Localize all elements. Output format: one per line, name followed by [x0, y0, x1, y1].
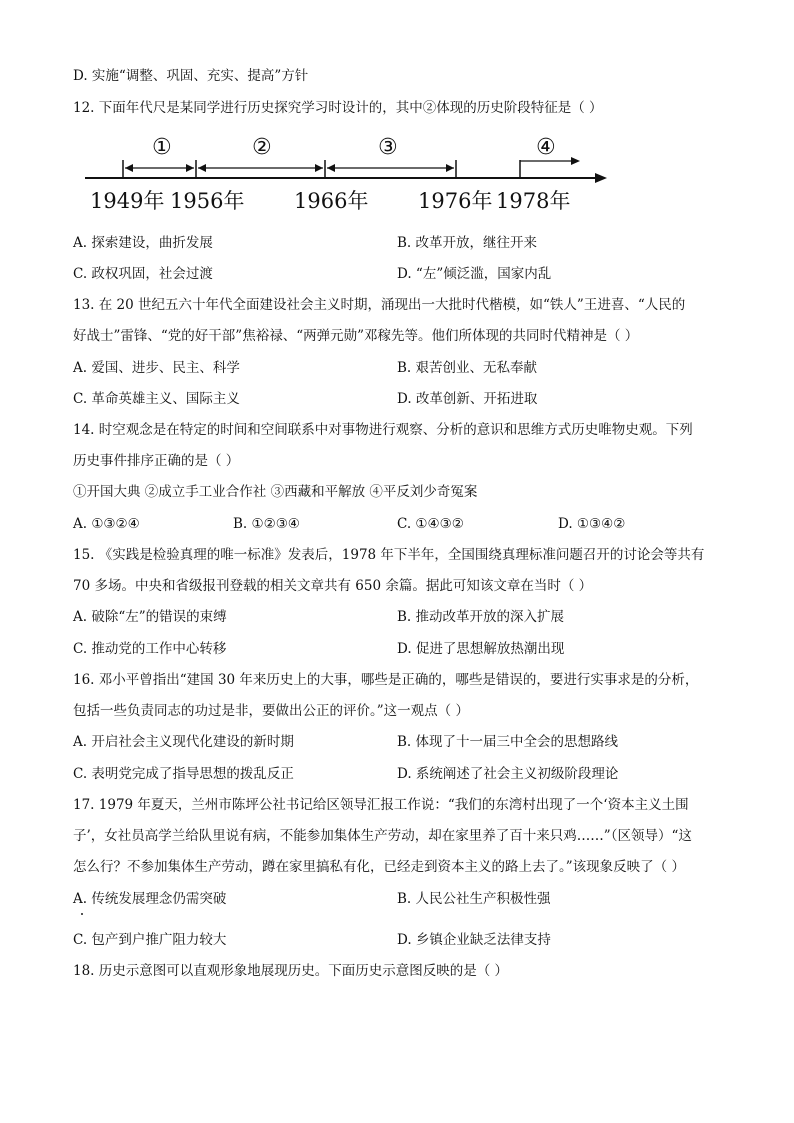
q17-stem-line-2: 子’，女社员高学兰给队里说有病，不能参加集体生产劳动，却在家里养了百十来只鸡……”（区领导）“这 — [73, 828, 692, 844]
year-label-1966: 1966年 — [294, 189, 369, 213]
q13-stem-line-1: 13. 在 20 世纪五六十年代全面建设社会主义时期，涌现出一大批时代楷模，如“铁人”王进喜、“人民的 — [73, 297, 686, 313]
period-3-right-arrow — [446, 164, 454, 172]
year-label-1956: 1956年 — [170, 189, 245, 213]
q14-items: ①开国大典 ②成立手工业合作社 ③西藏和平解放 ④平反刘少奇冤案 — [73, 484, 478, 500]
timeline-arrowhead — [595, 173, 607, 183]
period-label-4: ④ — [536, 135, 556, 160]
period-3-left-arrow — [327, 164, 335, 172]
q14-option-b[interactable]: B. ①②③④ — [233, 516, 300, 532]
q12-option-b[interactable]: B. 改革开放，继往开来 — [397, 235, 538, 251]
stray-dot — [81, 913, 83, 915]
q17-option-d[interactable]: D. 乡镇企业缺乏法律支持 — [397, 932, 551, 948]
q14-stem-line-1: 14. 时空观念是在特定的时间和空间联系中对事物进行观察、分析的意识和思维方式历史唯物史观。下列 — [73, 422, 693, 438]
q15-stem-line-1: 15. 《实践是检验真理的唯一标准》发表后，1978 年下半年，全国围绕真理标准问题召开的讨论会等共有 — [73, 547, 705, 563]
q16-option-d[interactable]: D. 系统阐述了社会主义初级阶段理论 — [397, 766, 619, 782]
q17-option-a[interactable]: A. 传统发展理念仍需突破 — [73, 891, 227, 907]
period-label-3: ③ — [378, 135, 398, 160]
q16-option-a[interactable]: A. 开启社会主义现代化建设的新时期 — [73, 734, 294, 750]
period-2-right-arrow — [315, 164, 323, 172]
q13-option-a[interactable]: A. 爱国、进步、民主、科学 — [73, 360, 240, 376]
q15-option-a[interactable]: A. 破除“左”的错误的束缚 — [73, 609, 227, 625]
q16-stem-line-2: 包括一些负责同志的功过是非，要做出公正的评价。”这一观点（ ） — [73, 703, 469, 719]
period-label-2: ② — [252, 135, 272, 160]
q16-option-c[interactable]: C. 表明党完成了指导思想的拨乱反正 — [73, 766, 294, 782]
q12-option-a[interactable]: A. 探索建设，曲折发展 — [73, 235, 213, 251]
timeline-diagram — [80, 128, 610, 218]
period-1-left-arrow — [125, 164, 133, 172]
year-label-1976: 1976年 — [418, 189, 493, 213]
q17-option-b[interactable]: B. 人民公社生产积极性强 — [397, 891, 551, 907]
q15-stem-line-2: 70 多场。中央和省级报刊登载的相关文章共有 650 余篇。据此可知该文章在当时（ ） — [73, 578, 593, 594]
q18-stem: 18. 历史示意图可以直观形象地展现历史。下面历史示意图反映的是（ ） — [73, 963, 509, 979]
q17-option-c[interactable]: C. 包产到户推广阻力较大 — [73, 932, 227, 948]
q15-option-c[interactable]: C. 推动党的工作中心转移 — [73, 641, 227, 657]
q12-option-c[interactable]: C. 政权巩固，社会过渡 — [73, 266, 213, 282]
q15-option-d[interactable]: D. 促进了思想解放热潮出现 — [397, 641, 565, 657]
q14-option-a[interactable]: A. ①③②④ — [73, 516, 140, 532]
q12-option-d[interactable]: D. “左”倾泛滥，国家内乱 — [397, 266, 552, 282]
q16-stem-line-1: 16. 邓小平曾指出“建国 30 年来历史上的大事，哪些是正确的，哪些是错误的，要进行实事求是的分析， — [73, 672, 699, 688]
q11-option-d: D. 实施“调整、巩固、充实、提高”方针 — [73, 68, 309, 84]
q17-stem-line-1: 17. 1979 年夏天，兰州市陈坪公社书记给区领导汇报工作说：“我们的东湾村出现了一个‘资本主义土围 — [73, 797, 689, 813]
q13-stem-line-2: 好战士”雷锋、“党的好干部”焦裕禄、“两弹元勋”邓稼先等。他们所体现的共同时代精神是（ ） — [73, 328, 639, 344]
year-label-1949: 1949年 — [90, 189, 165, 213]
period-label-1: ① — [152, 135, 172, 160]
period-2-left-arrow — [198, 164, 206, 172]
q14-option-c[interactable]: C. ①④③② — [397, 516, 464, 532]
q15-option-b[interactable]: B. 推动改革开放的深入扩展 — [397, 609, 565, 625]
q14-option-d[interactable]: D. ①③④② — [558, 516, 626, 532]
q16-option-b[interactable]: B. 体现了十一届三中全会的思想路线 — [397, 734, 619, 750]
q13-option-b[interactable]: B. 艰苦创业、无私奉献 — [397, 360, 538, 376]
q17-stem-line-3: 怎么行？不参加集体生产劳动，蹲在家里搞私有化，已经走到资本主义的路上去了。”该现象反映了（ ） — [73, 859, 685, 875]
period-4-arrow — [571, 157, 580, 165]
period-1-right-arrow — [186, 164, 194, 172]
q13-option-c[interactable]: C. 革命英雄主义、国际主义 — [73, 391, 240, 407]
year-label-1978: 1978年 — [496, 189, 571, 213]
q14-stem-line-2: 历史事件排序正确的是（ ） — [73, 453, 240, 469]
q13-option-d[interactable]: D. 改革创新、开拓进取 — [397, 391, 538, 407]
q12-stem: 12. 下面年代尺是某同学进行历史探究学习时设计的，其中②体现的历史阶段特征是（ ） — [73, 100, 603, 116]
